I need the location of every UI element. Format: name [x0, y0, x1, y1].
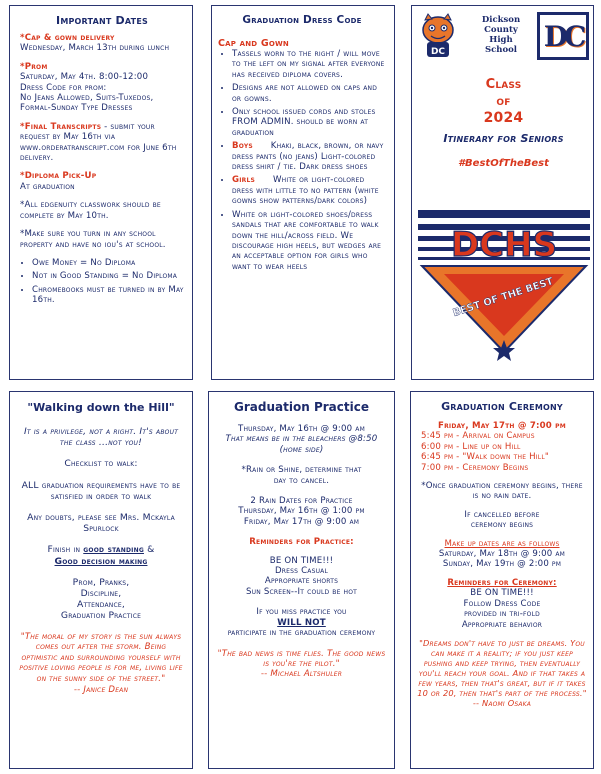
- class-of-block: [412, 76, 594, 127]
- doubts-text: Any doubts, please see Mrs. Mckayla Spurlock: [27, 512, 175, 535]
- list-item: • Tassels worn to the right / will move to the left on my signal after everyone has received diploma covers.: [232, 49, 386, 80]
- practice-title: Graduation Practice: [234, 400, 369, 414]
- cap-gown-delivery-date: Wednesday, March 13th during lunch: [20, 43, 170, 54]
- cover-panel: [411, 5, 594, 380]
- school-name-line: County: [484, 25, 518, 35]
- privilege-text: It is a privilege, not a right. It's about the class ...not you!: [23, 426, 179, 449]
- bleachers-text: That means be in the bleachers @8:50 (home side): [225, 434, 378, 455]
- practice-reminder: Appropriate shorts: [264, 576, 339, 587]
- makeup-date: Saturday, May 18th @ 9:00 am: [438, 549, 566, 560]
- school-name-line: Dickson: [481, 15, 521, 25]
- cancelled-text: If cancelled before ceremony begins: [464, 509, 540, 531]
- practice-reminder: Sun Screen--It could be hot: [245, 586, 358, 597]
- transcripts-paragraph: [20, 122, 184, 164]
- schedule-item: 5:45 pm - Arrival on Campus: [421, 431, 535, 442]
- ceremony-reminder: BE ON TIME!!!: [470, 588, 534, 599]
- class-year: 2024: [483, 110, 524, 126]
- rain-date: Friday, May 17th @ 9:00 am: [243, 516, 360, 527]
- dress-code-panel: [211, 5, 395, 380]
- dchs-shield-icon: [418, 204, 590, 364]
- list-item: • Only school issued cords and stoles FROM ADMIN. should be worn at graduation: [232, 107, 386, 138]
- ceremony-quote: "Dreams don't have to just be dreams. You can make it a reality; if you just keep pushing and keep trying, then eventually you'll reach your goal. And if that takes a few years, then that's great, but if it takes 10 or 20, then that's part of the process.": [417, 637, 587, 698]
- list-item: • White or light-colored shoes/dress sandals that are comfortable to walk down the hill/across field. We discourage high heels, but wedges are an acceptable option for girls who want to wear heels: [232, 210, 386, 272]
- girls-text: White or light-colored dress with little to no pattern (white gowns show patterns/dark colors): [232, 175, 379, 207]
- finish-and: &: [143, 544, 155, 556]
- list-item-boys: [232, 141, 386, 172]
- good-standing: good standing: [83, 544, 144, 556]
- conduct-item: Discipline,: [80, 588, 122, 600]
- svg-text:DC: DC: [430, 47, 446, 57]
- cap-gown-delivery-heading: *Cap & gown delivery: [20, 33, 115, 43]
- list-item: • Chromebooks must be turned in by May 16th.: [32, 285, 184, 306]
- prom-dress-text: No Jeans Allowed, Suits-Tuxedos, Formal-Sunday Type Dresses: [20, 93, 154, 114]
- practice-reminders-heading: Reminders for Practice:: [249, 537, 354, 548]
- no-rain-date-text: *Once graduation ceremony begins, there is no rain date.: [421, 481, 583, 502]
- will-not-text: WILL NOT: [277, 617, 326, 628]
- walking-quote: "The moral of my story is the sun always comes out after the storm. Being optimistic and surrounding yourself with positive loving people is for me, living life on the sunny side of the street.": [19, 631, 183, 685]
- checklist-label: Checklist to walk:: [64, 458, 138, 470]
- diploma-pickup-text: At graduation: [20, 181, 75, 192]
- dc-logo-text: DC: [543, 19, 583, 53]
- conduct-item: Graduation Practice: [60, 610, 142, 622]
- dchs-emblem: [418, 204, 590, 364]
- cap-gown-heading: Cap and Gown: [218, 38, 289, 49]
- ceremony-reminders-heading: Reminders for Ceremony:: [447, 577, 557, 588]
- mascot-logo: [416, 12, 460, 60]
- ceremony-reminder: provided in tri-fold: [464, 609, 540, 620]
- cougar-mascot-icon: [416, 12, 460, 60]
- ceremony-title: Graduation Ceremony: [441, 400, 563, 413]
- emblem-tagline: BEST OF THE BEST: [451, 276, 555, 320]
- practice-reminder: Dress Casual: [274, 566, 329, 577]
- itinerary-title: Itinerary for Seniors: [443, 132, 564, 145]
- schedule-item: 7:00 pm - Ceremony Begins: [421, 462, 529, 473]
- good-decision: Good decision making: [54, 555, 148, 567]
- prom-dress-label: Dress Code for prom:: [20, 82, 107, 93]
- school-name-line: High: [489, 35, 513, 45]
- makeup-heading: Make up dates are as follows: [444, 538, 560, 549]
- boys-label: Boys: [232, 141, 253, 152]
- schedule-item: 6:00 pm - Line up on Hill: [421, 441, 521, 452]
- transcripts-text: - submit your request by May 16th via www.orderatranscript.com for June 6th delivery.: [20, 121, 177, 164]
- walking-title: "Walking down the Hill": [27, 401, 175, 414]
- school-name: [466, 15, 536, 55]
- boys-text: Khaki, black, brown, or navy dress pants (no jeans) Light-colored dress shirt / tie. Dark dress shoes: [232, 141, 384, 173]
- important-dates-panel: [9, 5, 193, 380]
- requirements-list: [20, 258, 184, 306]
- of-label: of: [496, 94, 511, 109]
- ceremony-reminder: Appropriate behavior: [461, 619, 543, 630]
- prom-heading: *Prom: [20, 61, 48, 72]
- dress-code-list: [218, 49, 386, 272]
- rain-shine-text: *Rain or Shine, determine that day to cancel.: [241, 465, 362, 486]
- miss-practice-consequence: participate in the graduation ceremony: [227, 628, 376, 639]
- ceremony-date: Friday, May 17th @ 7:00 pm: [438, 421, 566, 431]
- conduct-item: Attendance,: [77, 599, 125, 611]
- rain-date: Thursday, May 16th @ 1:00 pm: [238, 506, 365, 517]
- schedule-item: 6:45 pm - "Walk down the Hill": [421, 452, 550, 463]
- list-item: • Designs are not allowed on caps and or gowns.: [232, 83, 386, 104]
- practice-panel: [208, 391, 395, 769]
- walking-panel: [9, 391, 193, 769]
- finish-prefix: Finish in: [47, 544, 84, 556]
- practice-quote: "The bad news is time flies. The good news is you're the pilot.": [217, 648, 386, 669]
- list-item: • Owe Money = No Diploma: [32, 258, 184, 268]
- girls-label: Girls: [232, 175, 256, 186]
- practice-quote-author: -- Michael Altshuler: [260, 669, 343, 680]
- practice-date: Thursday, May 16th @ 9:00 am: [238, 424, 365, 434]
- practice-reminder: BE ON TIME!!!: [269, 555, 334, 566]
- diploma-pickup-heading: *Diploma Pick-Up: [20, 171, 97, 182]
- all-requirements-text: ALL graduation requirements have to be satisfied in order to walk: [21, 479, 181, 502]
- ceremony-quote-author: -- Naomi Osaka: [472, 697, 532, 708]
- finish-text: [18, 544, 184, 555]
- ceremony-panel: [410, 391, 594, 769]
- rain-dates-label: 2 Rain Dates for Practice: [250, 496, 353, 507]
- list-item: • Not in Good Standing = No Diploma: [32, 271, 184, 281]
- edgenuity-note: *All edgenuity classwork should be complete by May 10th.: [20, 200, 161, 221]
- emblem-letters: DCHS: [450, 225, 558, 265]
- class-label: Class: [485, 77, 522, 92]
- transcripts-heading: *Final Transcripts: [20, 121, 102, 132]
- school-name-line: School: [484, 45, 518, 55]
- prom-date: Saturday, May 4th. 8:00-12:00: [20, 72, 149, 83]
- dc-logo: [537, 12, 589, 60]
- important-dates-title: Important Dates: [56, 14, 148, 27]
- conduct-item: Prom, Pranks,: [72, 576, 130, 588]
- hashtag: #BestOfTheBest: [458, 158, 549, 169]
- ceremony-reminder: Follow Dress Code: [463, 598, 541, 609]
- dress-code-title: Graduation Dress Code: [242, 14, 362, 26]
- makeup-date: Sunday, May 19th @ 2:00 pm: [442, 559, 562, 570]
- walking-quote-author: -- Janice Dean: [73, 684, 129, 695]
- miss-practice-text: If you miss practice you: [256, 607, 347, 618]
- list-item-girls: [232, 175, 386, 206]
- property-note: *Make sure you turn in any school property and have no iou's at school.: [20, 229, 166, 250]
